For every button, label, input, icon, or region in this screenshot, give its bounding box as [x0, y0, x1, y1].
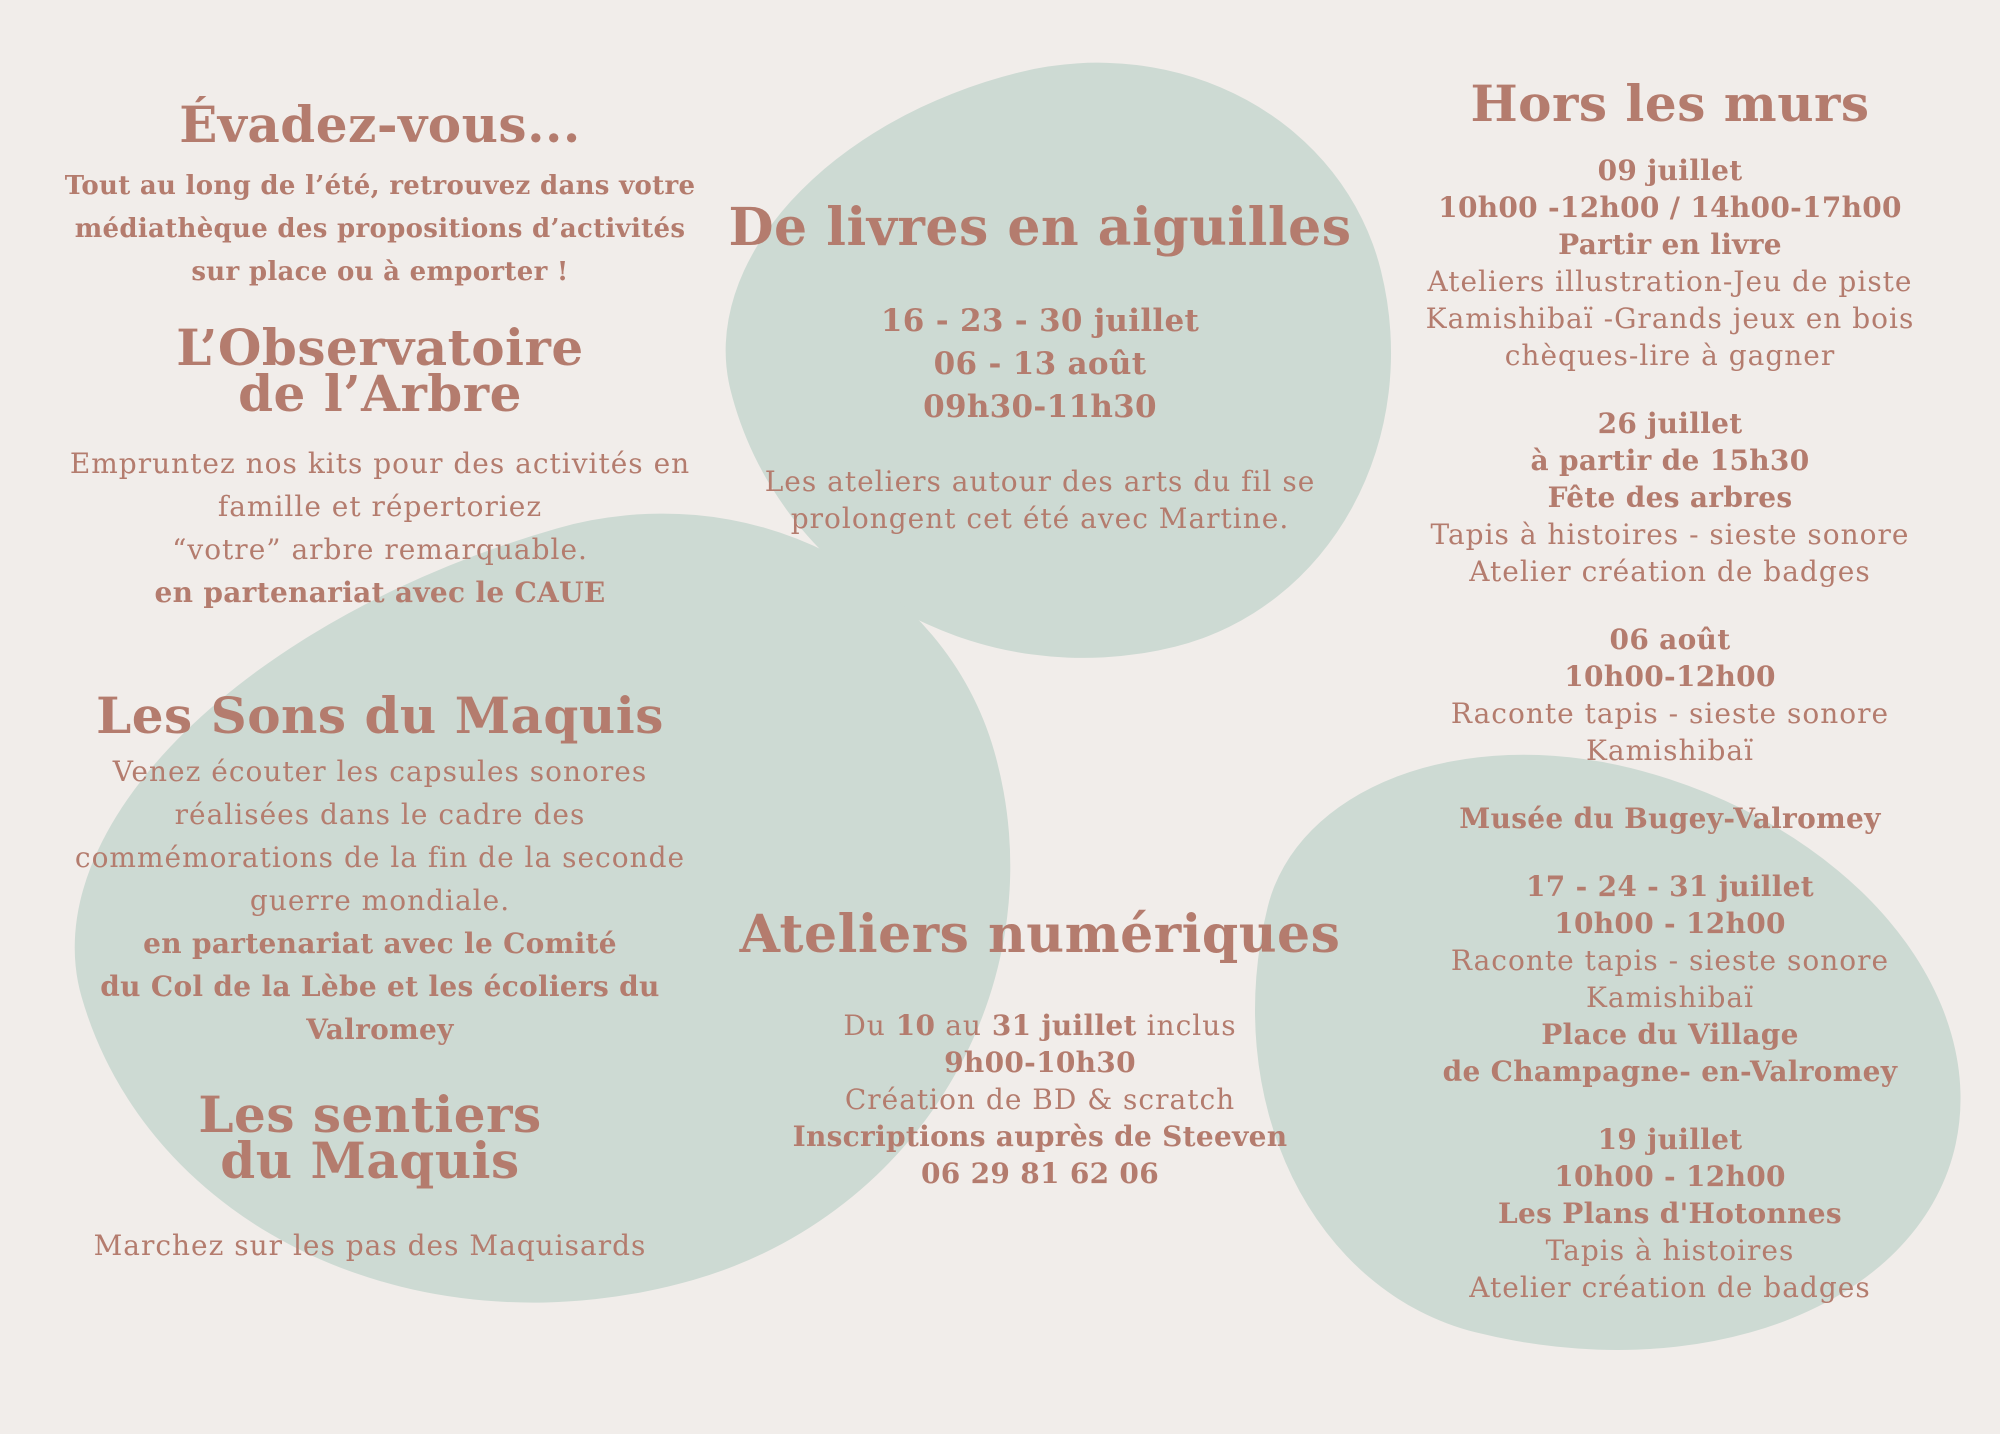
event-heading-line: 19 juillet	[1597, 1123, 1743, 1156]
event-detail-line: Kamishibaï -Grands jeux en bois	[1425, 302, 1915, 335]
numeriques-dates-d: 31 juillet	[991, 1009, 1137, 1042]
event-detail-line: Raconte tapis - sieste sonore	[1450, 697, 1890, 730]
event-heading-line: 09 juillet	[1597, 154, 1743, 187]
event-detail-line: Kamishibaï	[1585, 981, 1755, 1014]
livres-date: 16 - 23 - 30 juillet	[880, 303, 1200, 339]
sons-line: Venez écouter les capsules sonores	[112, 755, 648, 788]
event-spacer	[1380, 1090, 1960, 1121]
numeriques-activity: Création de BD & scratch	[844, 1083, 1236, 1116]
event-detail-line: Tapis à histoires - sieste sonore	[1430, 518, 1910, 551]
sons-partner-line: du Col de la Lèbe et les écoliers du	[100, 970, 660, 1003]
sentiers-title-line: du Maquis	[220, 1131, 520, 1190]
evadez-intro	[50, 165, 710, 294]
numeriques-hours: 9h00-10h30	[944, 1046, 1136, 1079]
hors-event	[1380, 868, 1960, 1090]
observatoire-title-line: L’Observatoire	[176, 318, 584, 377]
event-spacer	[1380, 837, 1960, 868]
event-detail-line: Raconte tapis - sieste sonore	[1450, 944, 1890, 977]
event-heading-line: à partir de 15h30	[1530, 444, 1810, 477]
event-heading-line: Les Plans d'Hotonnes	[1498, 1197, 1842, 1230]
evadez-line: Tout au long de l’été, retrouvez dans votre	[64, 171, 696, 201]
sentiers-title	[50, 1085, 690, 1190]
event-detail-line: chèques-lire à gagner	[1504, 339, 1836, 372]
sentiers-section	[50, 1085, 690, 1267]
event-heading-line: 17 - 24 - 31 juillet	[1525, 870, 1815, 903]
numeriques-section	[720, 903, 1360, 1192]
numeriques-inscriptions: Inscriptions auprès de Steeven	[792, 1120, 1288, 1153]
sons-line: guerre mondiale.	[249, 884, 511, 917]
hors-event	[1380, 405, 1960, 590]
numeriques-dates	[720, 1007, 1360, 1044]
observatoire-line: “votre” arbre remarquable.	[172, 533, 588, 566]
hors-title: Hors les murs	[1470, 74, 1870, 133]
numeriques-dates-a: Du	[843, 1009, 896, 1042]
evadez-line: sur place ou à emporter !	[191, 257, 569, 287]
event-heading-line: Place du Village	[1541, 1018, 1799, 1051]
sentiers-text: Marchez sur les pas des Maquisards	[93, 1229, 647, 1262]
observatoire-line: famille et répertoriez	[217, 490, 543, 523]
event-heading-line: 06 août	[1609, 623, 1731, 656]
event-detail-line: Kamishibaï	[1585, 734, 1755, 767]
sons-title: Les Sons du Maquis	[96, 686, 664, 745]
livres-date: 06 - 13 août	[933, 346, 1147, 382]
livres-line: prolongent cet été avec Martine.	[790, 502, 1290, 535]
event-heading-line: 10h00 - 12h00	[1554, 1160, 1786, 1193]
event-spacer	[1380, 590, 1960, 621]
event-heading-line: 26 juillet	[1597, 407, 1743, 440]
event-spacer	[1380, 769, 1960, 800]
hors-event	[1380, 800, 1960, 837]
sons-line: commémorations de la fin de la seconde	[74, 841, 686, 874]
hors-event	[1380, 621, 1960, 769]
event-detail-line: Atelier création de badges	[1469, 1271, 1871, 1304]
observatoire-section	[50, 318, 710, 614]
event-heading-line: 10h00 -12h00 / 14h00-17h00	[1438, 191, 1902, 224]
sons-section	[50, 686, 710, 1051]
observatoire-line: Empruntez nos kits pour des activités en	[69, 447, 691, 480]
event-detail-line: Tapis à histoires	[1545, 1234, 1795, 1267]
sons-partner-line: en partenariat avec le Comité	[143, 927, 617, 960]
event-detail-line: Atelier création de badges	[1469, 555, 1871, 588]
event-heading-line: Partir en livre	[1558, 228, 1782, 261]
event-heading-line: Musée du Bugey-Valromey	[1459, 802, 1881, 835]
numeriques-dates-e: inclus	[1136, 1009, 1237, 1042]
observatoire-title-line: de l’Arbre	[238, 364, 522, 423]
evadez-title: Évadez-vous...	[179, 95, 581, 154]
event-heading-line: 10h00-12h00	[1564, 660, 1776, 693]
evadez-section	[50, 95, 710, 294]
hors-events	[1380, 152, 1960, 1306]
hors-section	[1380, 72, 1960, 1306]
livres-title: De livres en aiguilles	[728, 197, 1352, 258]
hors-event	[1380, 1121, 1960, 1306]
event-heading-line: Fête des arbres	[1547, 481, 1793, 514]
livres-hours: 09h30-11h30	[923, 389, 1157, 425]
event-spacer	[1380, 374, 1960, 405]
livres-section	[720, 196, 1360, 537]
event-detail-line: Ateliers illustration-Jeu de piste	[1427, 265, 1913, 298]
observatoire-partner: en partenariat avec le CAUE	[154, 576, 606, 609]
sentiers-title-line: Les sentiers	[198, 1085, 542, 1144]
event-heading-line: 10h00 - 12h00	[1554, 907, 1786, 940]
sons-partner-line: Valromey	[306, 1013, 454, 1046]
numeriques-dates-c: au	[935, 1009, 992, 1042]
evadez-line: médiathèque des propositions d’activités	[74, 214, 686, 244]
livres-line: Les ateliers autour des arts du fil se	[764, 465, 1316, 498]
numeriques-dates-b: 10	[895, 1009, 936, 1042]
numeriques-title: Ateliers numériques	[739, 904, 1341, 965]
numeriques-phone: 06 29 81 62 06	[920, 1157, 1160, 1190]
event-heading-line: de Champagne- en-Valromey	[1442, 1055, 1898, 1088]
sons-line: réalisées dans le cadre des	[174, 798, 586, 831]
observatoire-title	[50, 318, 710, 423]
hors-event	[1380, 152, 1960, 374]
